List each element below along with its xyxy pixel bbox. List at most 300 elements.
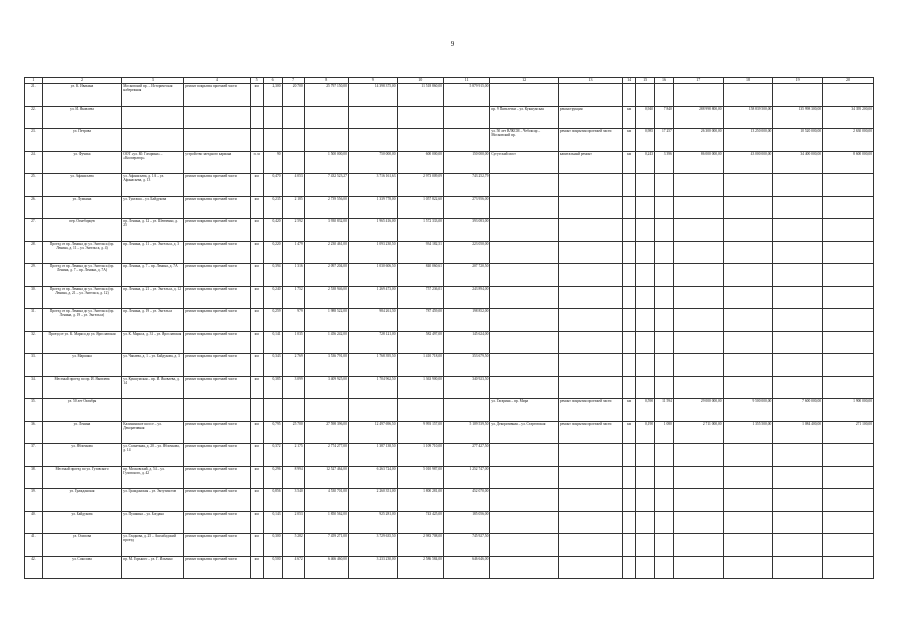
table-cell: 12 497 696,50 (348, 421, 397, 444)
table-cell: 743 425,00 (397, 511, 443, 534)
table-cell (773, 196, 823, 219)
table-cell (122, 399, 184, 422)
table-cell: 35. (25, 399, 43, 422)
table-cell: 4 530 701,00 (304, 489, 348, 512)
table-cell (673, 241, 723, 264)
table-cell (304, 399, 348, 422)
table-cell: 0,220 (263, 241, 282, 264)
table-cell: 34 400 000,00 (773, 151, 823, 174)
table-cell (655, 534, 674, 557)
table-cell (823, 84, 874, 107)
table-cell: км (250, 421, 263, 444)
table-cell: 1 080 (655, 421, 674, 444)
table-cell (490, 556, 559, 579)
table-cell (348, 106, 397, 129)
table-cell (636, 354, 655, 377)
table-cell (558, 241, 622, 264)
table-cell: пр. Ленина, д. 7 – пр. Ленина, д. 7А (122, 264, 184, 287)
table-cell (184, 129, 250, 152)
page-number: 9 (450, 40, 455, 48)
table-cell: Местный проезд по пр. И. Яковлева (42, 376, 122, 399)
table-cell: 3 716 161,63 (348, 174, 397, 197)
table-cell: 1 900 000,00 (823, 399, 874, 422)
table-cell: 38. (25, 466, 43, 489)
table-cell: ул. Гражданская (42, 489, 122, 512)
table-cell: 11 594 (655, 399, 674, 422)
table-cell: ул. 50 лет Октября (42, 399, 122, 422)
table-cell: 2 769 (282, 354, 304, 377)
table-cell (655, 264, 674, 287)
table-cell: 340 923,50 (443, 376, 489, 399)
table-cell: 40. (25, 511, 43, 534)
table-cell: ООТ «ул. Ю. Гагарина» – «Кооператор» (122, 151, 184, 174)
table-cell (397, 399, 443, 422)
table-cell: 29. (25, 264, 43, 287)
table-cell: 2 711 000,00 (673, 421, 723, 444)
table-cell: 1 269 473,00 (348, 286, 397, 309)
table-cell: 1 316 (282, 264, 304, 287)
table-cell: км (250, 466, 263, 489)
table-cell: 1 752 (282, 286, 304, 309)
column-number-cell: 1 (25, 78, 43, 84)
table-cell: ремонт покрытия проезжей части (184, 376, 250, 399)
table-cell: ул. Яблочкова (42, 444, 122, 467)
table-cell: 135 998 300,00 (773, 106, 823, 129)
table-row (25, 511, 874, 534)
column-number-cell: 17 (673, 78, 723, 84)
table-cell (673, 444, 723, 467)
table-cell: 1 339 778,00 (348, 196, 397, 219)
table-cell: 1 057 822,60 (397, 196, 443, 219)
table-cell: 1 035 (282, 331, 304, 354)
table-cell (250, 399, 263, 422)
table-cell: п. м (250, 151, 263, 174)
table-cell: Сугутский мост (490, 151, 559, 174)
table-cell: 934 182,51 (397, 241, 443, 264)
table-cell (655, 376, 674, 399)
table-cell (623, 556, 636, 579)
table-cell (823, 241, 874, 264)
table-cell: км (250, 556, 263, 579)
table-cell: 23. (25, 129, 43, 152)
table-cell: 7 600 000,00 (773, 399, 823, 422)
table-cell (636, 331, 655, 354)
table-cell: 27 598 396,00 (304, 421, 348, 444)
table-cell: 150 000,00 (443, 151, 489, 174)
table-cell: 1 800 281,00 (397, 489, 443, 512)
table-cell (673, 466, 723, 489)
table-cell (723, 354, 773, 377)
table-cell: 1 387 138,50 (348, 444, 397, 467)
table-cell: ремонт покрытия проезжей части (184, 354, 250, 377)
table-cell (773, 534, 823, 557)
table-cell (263, 106, 282, 129)
table-cell: ремонт покрытия проезжей части (184, 309, 250, 332)
table-cell: 2 983 708,00 (397, 534, 443, 557)
table-cell (673, 309, 723, 332)
column-number-cell: 3 (122, 78, 184, 84)
table-cell: 0,385 (263, 376, 282, 399)
column-number-cell: 5 (250, 78, 263, 84)
table-cell (773, 286, 823, 309)
table-cell: км (250, 286, 263, 309)
table-cell (623, 534, 636, 557)
table-cell: 1 704 962,50 (348, 376, 397, 399)
table-cell: Проезд от пр. Ленина до ул. Энгельса (пр. Ленина, д. 21 – ул. Энгельса, д. 12) (42, 286, 122, 309)
table-cell: 0,235 (263, 196, 282, 219)
table-cell: ремонт покрытия проезжей части (184, 556, 250, 579)
table-cell: Калининское шоссе – ул. Декоративная (122, 421, 184, 444)
table-cell: Проезд от пр. Ленина до ул. Энгельса (пр. Ленина, д. 19 – ул. Энгельса) (42, 309, 122, 332)
table-cell: 840 060,61 (397, 264, 443, 287)
table-cell (773, 219, 823, 242)
table-cell: 273 956,00 (443, 196, 489, 219)
table-row (25, 106, 874, 129)
table-cell: ремонт покрытия проезжей части (558, 421, 622, 444)
table-cell (723, 489, 773, 512)
table-cell: ремонт покрытия проезжей части (184, 421, 250, 444)
table-cell (558, 219, 622, 242)
table-cell: пр. 9 Пятилетки – ул. Кукшумская (490, 106, 559, 129)
table-row (25, 556, 874, 579)
table-cell: ремонт покрытия проезжей части (184, 286, 250, 309)
table-cell (558, 354, 622, 377)
table-cell: 43 000 000,00 (723, 151, 773, 174)
table-cell: 3 409 925,00 (304, 376, 348, 399)
table-row (25, 489, 874, 512)
table-cell (490, 309, 559, 332)
table-cell: 3 729 635,50 (348, 534, 397, 557)
table-cell (823, 219, 874, 242)
table-cell (823, 354, 874, 377)
table-cell: 25 700 (282, 421, 304, 444)
table-cell: ул. Фучика (42, 151, 122, 174)
table-cell: 277 427,50 (443, 444, 489, 467)
table-cell (655, 354, 674, 377)
table-cell (636, 376, 655, 399)
table-cell: км (250, 241, 263, 264)
table-cell: км (250, 511, 263, 534)
table-cell: 0,856 (263, 489, 282, 512)
table-cell (823, 196, 874, 219)
table-cell: 33. (25, 354, 43, 377)
table-cell: 452 070,00 (443, 489, 489, 512)
table-cell: ремонт покрытия проезжей части (184, 534, 250, 557)
table-cell (723, 309, 773, 332)
table-cell (443, 399, 489, 422)
table-cell: 29 000 000,00 (673, 399, 723, 422)
table-cell (773, 331, 823, 354)
table-cell (304, 106, 348, 129)
table-cell: 1 572 333,00 (397, 219, 443, 242)
table-cell (623, 376, 636, 399)
table-cell (823, 264, 874, 287)
table-cell: 3 099 (282, 376, 304, 399)
column-number-cell: 9 (348, 78, 397, 84)
table-cell: ремонт покрытия проезжей части (184, 511, 250, 534)
table-cell: 600 000,00 (397, 151, 443, 174)
table-cell (636, 174, 655, 197)
column-number-cell: 2 (42, 78, 122, 84)
table-cell (723, 444, 773, 467)
table-cell: 24. (25, 151, 43, 174)
table-cell: ремонт покрытия проезжей части (184, 241, 250, 264)
table-cell: 757 236,01 (397, 286, 443, 309)
table-cell: 223 050,00 (443, 241, 489, 264)
table-cell (558, 376, 622, 399)
table-cell: ремонт покрытия проезжей части (184, 489, 250, 512)
column-number-cell: 6 (263, 78, 282, 84)
table-cell: ул. Ленина (42, 421, 122, 444)
table-cell (723, 534, 773, 557)
table-cell: 2 260 351,00 (348, 489, 397, 512)
table-cell (723, 84, 773, 107)
table-cell: 0,590 (636, 399, 655, 422)
table-row (25, 534, 874, 557)
table-cell: 13 250 000,00 (723, 129, 773, 152)
table-cell (558, 331, 622, 354)
table-cell (673, 354, 723, 377)
table-row (25, 309, 874, 332)
table-cell (673, 219, 723, 242)
table-cell: ул. 50 лет ВЛКСМ – Чебоксар – Московский пр. (490, 129, 559, 152)
table-cell: 7 840 (655, 106, 674, 129)
table-cell (282, 151, 304, 174)
table-cell: 2 538 946,00 (304, 286, 348, 309)
table-cell: ул. Кукшумская – пр. И. Яковлева, д. 14 (122, 376, 184, 399)
table-cell (773, 556, 823, 579)
table-row (25, 264, 874, 287)
table-cell: 37. (25, 444, 43, 467)
table-cell (490, 354, 559, 377)
table-cell (655, 286, 674, 309)
table-cell: ул. Осипова (42, 534, 122, 557)
column-number-cell: 10 (397, 78, 443, 84)
table-cell: 1 500 000,00 (304, 151, 348, 174)
table-cell (636, 196, 655, 219)
table-cell (823, 511, 874, 534)
table-cell (250, 106, 263, 129)
column-number-cell: 14 (623, 78, 636, 84)
table-cell: 8 994 (282, 466, 304, 489)
table-cell (773, 466, 823, 489)
table-cell: км (250, 196, 263, 219)
table-cell (673, 264, 723, 287)
table-cell: 10 520 000,00 (773, 129, 823, 152)
table-cell: 4 053 (282, 174, 304, 197)
table-cell (655, 489, 674, 512)
table-cell (490, 489, 559, 512)
table-cell: 41. (25, 534, 43, 557)
table-cell: 745 927,50 (443, 534, 489, 557)
table-cell: 0,243 (636, 151, 655, 174)
table-cell: ул. Петрова (42, 129, 122, 152)
table-cell (490, 196, 559, 219)
table-cell (655, 174, 674, 197)
table-cell: 207 720,50 (443, 264, 489, 287)
table-cell: 0,296 (263, 466, 282, 489)
table-cell (673, 556, 723, 579)
table-cell: капитальный ремонт (558, 151, 622, 174)
table-cell: пр. Ленина, д. 11 – ул. Энгельса, д. 3 (122, 241, 184, 264)
table-cell: 34. (25, 376, 43, 399)
table-cell: 12 527 464,00 (304, 466, 348, 489)
table-cell: 90 (263, 151, 282, 174)
table-cell: 750 000,00 (348, 151, 397, 174)
table-row (25, 84, 874, 107)
table-cell: 22. (25, 106, 43, 129)
table-cell: ул. Гладкова, д. 25 – Ашхабадский проезд (122, 534, 184, 557)
table-cell (723, 286, 773, 309)
table-cell (655, 309, 674, 332)
column-number-cell: 16 (655, 78, 674, 84)
table-cell: ул. Афанасьева, д. 1А – ул. Афанасьева, д. 13 (122, 174, 184, 197)
table-cell: Местный проезд по ул. Гузовского (42, 466, 122, 489)
table-cell: 25. (25, 174, 43, 197)
table-cell (773, 444, 823, 467)
table-cell: 243 894,00 (443, 286, 489, 309)
table-cell: ул. Лумкина (42, 196, 122, 219)
table-cell: 0,394 (263, 264, 282, 287)
table-cell (823, 286, 874, 309)
table-cell: ремонт покрытия проезжей части (184, 196, 250, 219)
table-cell (304, 129, 348, 152)
table-cell (655, 556, 674, 579)
table-cell (184, 106, 250, 129)
table-cell (655, 444, 674, 467)
table-cell: 1 479 (282, 241, 304, 264)
table-cell (623, 489, 636, 512)
table-cell: 5 010 987,00 (397, 466, 443, 489)
table-cell (490, 331, 559, 354)
table-cell (348, 399, 397, 422)
table-cell (490, 219, 559, 242)
table-cell (558, 264, 622, 287)
table-cell (673, 286, 723, 309)
table-cell: 1 363 900,00 (397, 376, 443, 399)
table-cell (636, 309, 655, 332)
table-cell (823, 534, 874, 557)
table-cell: 32. (25, 331, 43, 354)
table-cell (623, 286, 636, 309)
table-cell (673, 174, 723, 197)
table-cell (623, 444, 636, 467)
table-cell (655, 331, 674, 354)
table-cell: км (250, 309, 263, 332)
table-cell (636, 444, 655, 467)
table-cell: пр. Ленина, д. 21 – ул. Энгельса, д. 12 (122, 286, 184, 309)
table-cell: ул. И. Яковлева (42, 106, 122, 129)
table-cell (558, 84, 622, 107)
table-cell: 11 518 860,00 (397, 84, 443, 107)
table-cell: ремонт покрытия проезжей части (558, 399, 622, 422)
table-cell (490, 511, 559, 534)
table-cell (490, 534, 559, 557)
table-cell: 5 109 539,50 (443, 421, 489, 444)
column-number-cell: 19 (773, 78, 823, 84)
table-cell (655, 196, 674, 219)
table-cell (558, 444, 622, 467)
table-cell (490, 466, 559, 489)
table-cell (623, 174, 636, 197)
table-cell: 26 300 000,00 (673, 129, 723, 152)
table-cell (823, 174, 874, 197)
table-cell (490, 264, 559, 287)
table-cell (636, 556, 655, 579)
table-cell: пер. Огнеборцев (42, 219, 122, 242)
table-cell: 2,300 (263, 84, 282, 107)
table-row (25, 354, 874, 377)
table-cell: ремонт покрытия проезжей части (184, 84, 250, 107)
table-cell: ремонт покрытия проезжей части (184, 174, 250, 197)
road-repair-table (24, 77, 874, 579)
table-row (25, 174, 874, 197)
table-cell: км (623, 399, 636, 422)
table-cell (636, 489, 655, 512)
table-cell (636, 466, 655, 489)
table-cell: ремонт покрытия проезжей части (184, 466, 250, 489)
table-cell: 271 100,00 (823, 421, 874, 444)
table-cell: устройство заездного кармана (184, 151, 250, 174)
table-cell (723, 466, 773, 489)
table-cell: 5 879 915,00 (443, 84, 489, 107)
column-number-cell: 12 (490, 78, 559, 84)
table-row (25, 421, 874, 444)
table-cell (823, 376, 874, 399)
table-cell: 2 592 (282, 219, 304, 242)
table-cell (558, 466, 622, 489)
table-cell: км (250, 354, 263, 377)
table-cell (558, 511, 622, 534)
table-cell: пр. Московский, д. 54 – ул. Гузовского, д. 42 (122, 466, 184, 489)
table-cell (636, 241, 655, 264)
table-cell: 984 261,50 (348, 309, 397, 332)
table-cell: км (623, 421, 636, 444)
table-cell: км (250, 174, 263, 197)
table-cell: 34 395 200,00 (823, 106, 874, 129)
table-cell (558, 489, 622, 512)
table-cell (122, 129, 184, 152)
table-cell (623, 309, 636, 332)
table-cell (673, 84, 723, 107)
table-cell: 30. (25, 286, 43, 309)
table-row (25, 286, 874, 309)
table-cell: 0,259 (263, 309, 282, 332)
table-cell: км (623, 151, 636, 174)
table-cell: ул. Декоративная – ул. Стартовская (490, 421, 559, 444)
table-row (25, 444, 874, 467)
table-cell: ул. Гагарина – пр. Мира (490, 399, 559, 422)
table-cell: 0,985 (636, 129, 655, 152)
table-cell: 1 456 242,00 (304, 331, 348, 354)
table-cell: 158 839 500,00 (723, 106, 773, 129)
table-cell: 0,343 (263, 354, 282, 377)
table-cell (773, 511, 823, 534)
column-number-cell: 20 (823, 78, 874, 84)
table-cell (723, 241, 773, 264)
table-cell (773, 174, 823, 197)
table-cell (823, 309, 874, 332)
table-cell: Проезд от ул. К. Маркса до ул. Ярославская (42, 331, 122, 354)
table-cell: 1 988 522,00 (304, 309, 348, 332)
table-cell (250, 129, 263, 152)
table-cell (673, 534, 723, 557)
table-cell: 39. (25, 489, 43, 512)
table-cell (558, 174, 622, 197)
table-cell (723, 376, 773, 399)
table-cell: ремонт покрытия проезжей части (184, 444, 250, 467)
table-cell: 17 257 (655, 129, 674, 152)
